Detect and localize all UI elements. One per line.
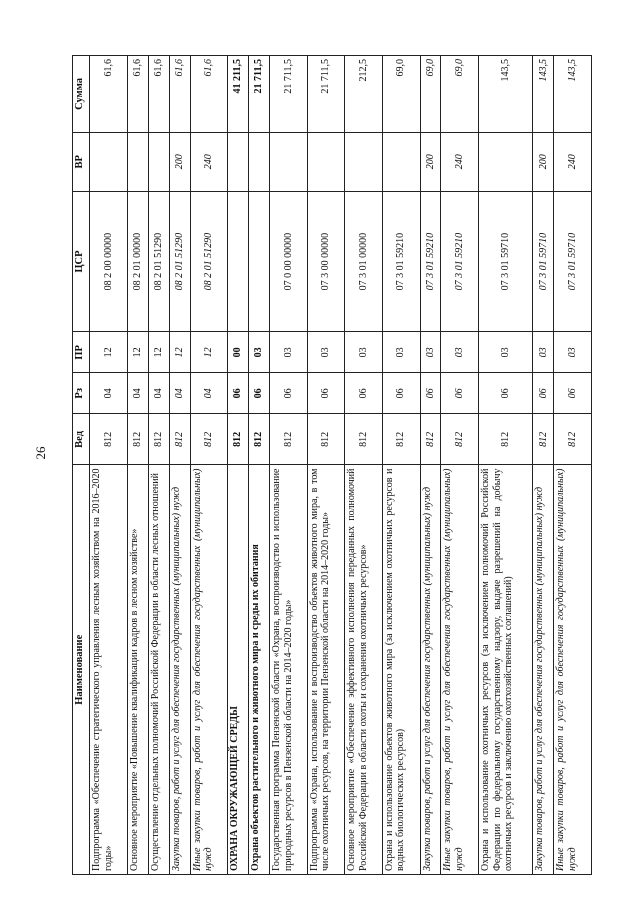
table-row [127, 56, 148, 875]
cell-name: Осуществление отдельных полномочий Российской Федерации в области лесных отношений [148, 465, 169, 875]
cell-sum: 212,5 [345, 56, 383, 133]
cell-vr [148, 132, 169, 191]
cell-csr: 08 2 01 00000 [127, 191, 148, 332]
cell-sum: 61,6 [127, 56, 148, 133]
cell-vr [307, 132, 345, 191]
cell-pr: 03 [533, 332, 554, 373]
cell-rz: 04 [90, 373, 128, 414]
table-rotation-wrapper [72, 55, 592, 875]
cell-name: Иные закупки товаров, работ и услуг для обеспечения государственных (муниципальных) нужд [441, 465, 479, 875]
cell-rz: 04 [169, 373, 190, 414]
cell-ved: 812 [420, 414, 441, 465]
cell-ved: 812 [169, 414, 190, 465]
cell-pr: 12 [127, 332, 148, 373]
cell-rz: 06 [307, 373, 345, 414]
cell-vr [270, 132, 308, 191]
cell-ved: 812 [127, 414, 148, 465]
table-row [420, 56, 441, 875]
cell-vr [479, 132, 533, 191]
cell-vr [127, 132, 148, 191]
cell-rz: 06 [420, 373, 441, 414]
cell-pr: 12 [148, 332, 169, 373]
cell-sum: 69,0 [382, 56, 420, 133]
cell-vr [249, 132, 270, 191]
cell-ved: 812 [533, 414, 554, 465]
table-row [554, 56, 592, 875]
cell-csr: 07 3 01 00000 [345, 191, 383, 332]
cell-name: Основное мероприятие «Повышение квалификации кадров в лесном хозяйстве» [127, 465, 148, 875]
cell-csr: 07 3 00 00000 [307, 191, 345, 332]
cell-rz: 04 [190, 373, 228, 414]
table-row [270, 56, 308, 875]
cell-name: Закупка товаров, работ и услуг для обеспечения государственных (муниципальных) нужд [420, 465, 441, 875]
cell-rz: 06 [270, 373, 308, 414]
cell-ved: 812 [249, 414, 270, 465]
cell-vr [345, 132, 383, 191]
cell-rz: 06 [479, 373, 533, 414]
header-pr: ПР [73, 332, 90, 373]
table-row [228, 56, 249, 875]
table-header-row [73, 56, 90, 875]
cell-rz: 06 [441, 373, 479, 414]
header-csr: ЦСР [73, 191, 90, 332]
cell-vr: 240 [190, 132, 228, 191]
table-row [441, 56, 479, 875]
cell-ved: 812 [228, 414, 249, 465]
cell-sum: 41 211,5 [228, 56, 249, 133]
cell-vr: 240 [441, 132, 479, 191]
table-row [479, 56, 533, 875]
cell-rz: 04 [148, 373, 169, 414]
cell-sum: 143,5 [554, 56, 592, 133]
cell-pr: 12 [90, 332, 128, 373]
cell-sum: 61,6 [190, 56, 228, 133]
cell-pr: 12 [169, 332, 190, 373]
cell-csr: 08 2 01 51290 [190, 191, 228, 332]
cell-ved: 812 [190, 414, 228, 465]
cell-csr [228, 191, 249, 332]
cell-name: Государственная программа Пензенской области «Охрана, воспроизводство и использование природных ресурсов в Пензенской области на 2014–2020 годы» [270, 465, 308, 875]
cell-sum: 61,6 [148, 56, 169, 133]
cell-name: Подпрограмма «Обеспечение стратегического управления лесным хозяйством на 2016–2020 годы» [90, 465, 128, 875]
cell-vr: 200 [420, 132, 441, 191]
page-number: 26 [33, 446, 48, 460]
header-vr: ВР [73, 132, 90, 191]
table-row [148, 56, 169, 875]
table-body [90, 56, 592, 875]
cell-rz: 06 [228, 373, 249, 414]
cell-ved: 812 [90, 414, 128, 465]
cell-rz: 06 [345, 373, 383, 414]
cell-ved: 812 [270, 414, 308, 465]
cell-rz: 06 [382, 373, 420, 414]
cell-csr: 07 3 01 59210 [441, 191, 479, 332]
cell-name: Подпрограмма «Охрана, использование и воспроизводство объектов животного мира, в том числе охотничьих ресурсов, на территории Пензенской области на 2014–2020 годы» [307, 465, 345, 875]
cell-csr: 08 2 01 51290 [148, 191, 169, 332]
cell-sum: 69,0 [441, 56, 479, 133]
cell-vr: 240 [554, 132, 592, 191]
cell-name: Иные закупки товаров, работ и услуг для обеспечения государственных (муниципальных) нужд [554, 465, 592, 875]
cell-name: Охрана и использование объектов животного мира (за исключением охотничьих ресурсов и водных биологических ресурсов) [382, 465, 420, 875]
cell-vr: 200 [169, 132, 190, 191]
cell-vr: 200 [533, 132, 554, 191]
cell-vr [90, 132, 128, 191]
cell-name: Закупка товаров, работ и услуг для обеспечения государственных (муниципальных) нужд [169, 465, 190, 875]
cell-rz: 06 [533, 373, 554, 414]
cell-pr: 00 [228, 332, 249, 373]
header-ved: Вед [73, 414, 90, 465]
cell-ved: 812 [554, 414, 592, 465]
cell-csr: 08 2 00 00000 [90, 191, 128, 332]
cell-sum: 21 711,5 [249, 56, 270, 133]
cell-csr: 07 3 01 59210 [382, 191, 420, 332]
header-sum: Сумма [73, 56, 90, 133]
table-row [533, 56, 554, 875]
cell-name: ОХРАНА ОКРУЖАЮЩЕЙ СРЕДЫ [228, 465, 249, 875]
cell-pr: 03 [420, 332, 441, 373]
cell-sum: 21 711,5 [307, 56, 345, 133]
cell-vr [382, 132, 420, 191]
cell-sum: 21 711,5 [270, 56, 308, 133]
cell-csr: 08 2 01 51290 [169, 191, 190, 332]
cell-vr [228, 132, 249, 191]
cell-name: Охрана объектов растительного и животного мира и среды их обитания [249, 465, 270, 875]
cell-rz: 06 [554, 373, 592, 414]
header-rz: Рз [73, 373, 90, 414]
cell-sum: 61,6 [90, 56, 128, 133]
cell-pr: 03 [441, 332, 479, 373]
cell-ved: 812 [382, 414, 420, 465]
cell-pr: 03 [270, 332, 308, 373]
cell-sum: 143,5 [533, 56, 554, 133]
cell-ved: 812 [307, 414, 345, 465]
table-row [90, 56, 128, 875]
cell-ved: 812 [479, 414, 533, 465]
cell-csr [249, 191, 270, 332]
cell-csr: 07 0 00 00000 [270, 191, 308, 332]
cell-ved: 812 [441, 414, 479, 465]
cell-csr: 07 3 01 59710 [479, 191, 533, 332]
cell-name: Иные закупки товаров, работ и услуг для обеспечения государственных (муниципальных) нужд [190, 465, 228, 875]
cell-pr: 12 [190, 332, 228, 373]
table-row [307, 56, 345, 875]
cell-sum: 69,0 [420, 56, 441, 133]
cell-sum: 61,6 [169, 56, 190, 133]
table-row [345, 56, 383, 875]
cell-csr: 07 3 01 59210 [420, 191, 441, 332]
cell-rz: 06 [249, 373, 270, 414]
cell-pr: 03 [479, 332, 533, 373]
cell-csr: 07 3 01 59710 [533, 191, 554, 332]
cell-sum: 143,5 [479, 56, 533, 133]
cell-ved: 812 [148, 414, 169, 465]
cell-name: Основное мероприятие «Обеспечение эффективного исполнения переданных полномочий Российской Федерации в области охоты и сохранения охотничьих ресурсов» [345, 465, 383, 875]
cell-pr: 03 [307, 332, 345, 373]
cell-csr: 07 3 01 59710 [554, 191, 592, 332]
budget-table [72, 55, 592, 875]
cell-name: Охрана и использование охотничьих ресурсов (за исключением полномочий Российской Федерации по федеральному государственному надзору, выдаче разрешений на добычу охотничьих ресурсов и заключению охотхозяйственных соглашений) [479, 465, 533, 875]
header-name: Наименование [73, 465, 90, 875]
cell-pr: 03 [554, 332, 592, 373]
table-row [190, 56, 228, 875]
cell-name: Закупка товаров, работ и услуг для обеспечения государственных (муниципальных) нужд [533, 465, 554, 875]
cell-pr: 03 [382, 332, 420, 373]
cell-pr: 03 [249, 332, 270, 373]
rotated-page-content [72, 55, 592, 875]
table-row [382, 56, 420, 875]
table-row [249, 56, 270, 875]
cell-rz: 04 [127, 373, 148, 414]
cell-ved: 812 [345, 414, 383, 465]
cell-pr: 03 [345, 332, 383, 373]
table-row [169, 56, 190, 875]
